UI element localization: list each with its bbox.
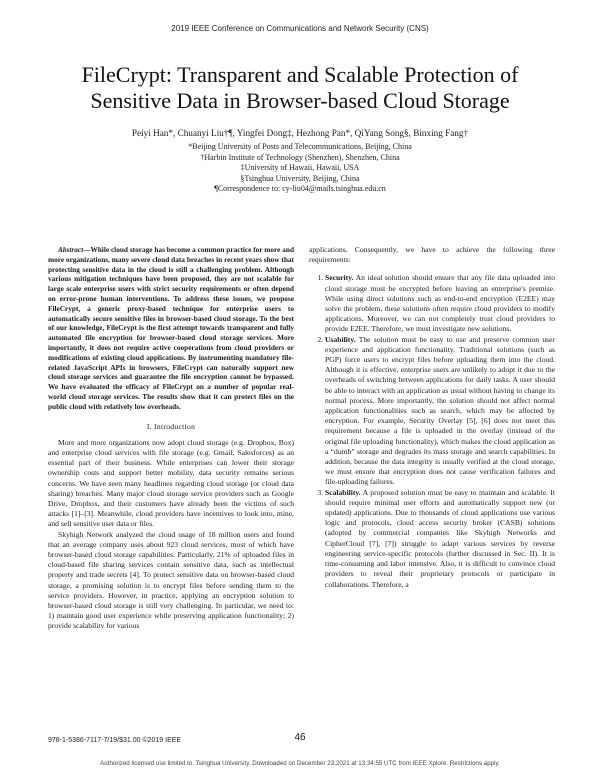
requirement-label: Security. [325, 273, 354, 283]
requirement-usability [325, 335, 555, 488]
section-heading: I. Introduction [146, 421, 196, 431]
intro-paragraph-2: Skyhigh Network analyzed the cloud usage of 18 million users and found that an average company uses about 923 cloud services, most of which have browser-based cloud storage capabilities. Particularly, 21% of uploaded files in cloud-based file sharing services contain sensitive data, such as intellectual property and trade secrets [4]. To protect sensitive data on browser-based cloud storage, a promising solution is to encrypt files before sending them to the service providers. However, in practice, applying an encryption solution to browser-based cloud storage is still very challenging. In particular, we need to: 1) maintain good user experience while preserving application functionality; 2) provide scalability for various [48, 529, 294, 631]
affiliations [80, 142, 520, 195]
requirements-intro: applications. Consequently, we have to achieve the following three requirements: [309, 245, 555, 265]
title-line-2: Sensitive Data in Browser-based Cloud Storage [90, 88, 510, 113]
affiliation: ‡University of Hawaii, Hawaii, USA [240, 163, 360, 172]
requirements-list [309, 273, 555, 589]
requirement-scalability [325, 488, 555, 590]
abstract-text: —While cloud storage has become a common practice for more and more organizations, many severe cloud data breaches in recent years show that protecting sensitive data in the cloud is still a challenging problem. Although various mitigation techniques have been proposed, they are not scalable for large scale enterprise users with strict security requirements or often depend on error-prone human interventions. To address these issues, we propose FileCrypt, a generic proxy-based technique for enterprise users to automatically secure sensitive files in browser-based cloud storage. To the best of our knowledge, FileCrypt is the first attempt towards transparent and fully automated file encryption for browser-based cloud storage services. More importantly, it does not require active cooperations from cloud providers or modifications of existing cloud applications. By instrumenting mandatory file-related JavaScript APIs in browsers, FileCrypt can naturally support new cloud storage services and guarantee the file encryption cannot be bypassed. We have evaluated the efficacy of FileCrypt on a number of popular real-world cloud storage services. The results show that it can protect files on the public cloud with relatively low overheads. [48, 245, 294, 411]
author-list: Peiyi Han*, Chuanyi Liu†¶, Yingfei Dong‡, Hezhong Pan*, QiYang Song§, Binxing Fang† [131, 128, 469, 138]
requirement-text: A proposed solution must be easy to maintain and scalable. It should require minimal user efforts and automatically support new (or updated) applications. Due to thousands of cloud applications use various logic and protocols, cloud access security broker (CASB) solutions (adopted by commercial companies like Skyhigh Networks and CipherCloud [7], [7]) struggle to adapt various services by reverse engineering service-specific protocols (further discussed in Sec. II). It is time-consuming and labor intensive. Also, it is difficult to convince cloud providers to reveal their proprietary protocols or participate in collaborations. Therefore, a [325, 487, 555, 589]
requirement-text: The solution must be easy to use and preserve common user experience and application functionality. Traditional solutions (such as PGP) force users to encrypt files before uploading them into the cloud. Although it is effective, enterprise users are unlikely to adopt it due to the overheads of switching between applications for daily tasks. A user should be able to interact with an application as usual without having to change its normal process. More importantly, the solution should not affect normal application functionalities such as search, which may be affected by encryption. For example, Security Overlay [5], [6] does not meet this requirement because a file is uploaded in the overlay (instead of the original file uploading functionality), which makes the cloud application as a “dumb” storage and degrades its mass storage and search capabilities. In addition, because the data integrity is usually verified at the cloud storage, we must ensure that encryption does not cause verification failures and file-uploading failures. [325, 334, 555, 487]
abstract-lead: Abstract [58, 245, 84, 254]
paper-title [40, 62, 560, 114]
left-column [48, 245, 294, 632]
requirement-security [325, 273, 555, 334]
affiliation: †Harbin Institute of Technology (Shenzhen), Shenzhen, China [200, 152, 400, 162]
requirement-label: Usability. [325, 334, 356, 344]
intro-paragraph-1: More and more organizations now adopt cloud storage (e.g. Dropbox, Box) and enterprise cloud services with file storage (e.g. Gmail, Salesforces) as an essential part of their business. While enterprises can lower their storage ownership costs and support better mobility, data security remains serious concerns. We have seen many headlines regarding cloud storage (or cloud data sharing) breaches. Many major cloud storage service providers such as Google Drive, Dropbox, and their customers have already been the victims of such attacks [1]–[3]. Meanwhile, cloud providers have incentives to look into, mine, and sell sensitive user data or files. [48, 437, 294, 529]
license-notice: Authorized licensed use limited to: Tsinghua University. Downloaded on December 23,2021 at 13:34:55 UTC from IEEE Xplore. Restrictions apply. [100, 760, 500, 767]
page-number: 46 [294, 732, 306, 743]
isbn-copyright: 978-1-5386-7117-7/19/$31.00 ©2019 IEEE [48, 737, 182, 744]
affiliation: §Tsinghua University, Beijing, China [240, 173, 360, 183]
correspondence: ¶Correspondence to: cy-liu04@mails.tsinghua.edu.cn [214, 184, 386, 193]
conference-header: 2019 IEEE Conference on Communications and Network Security (CNS) [171, 24, 429, 33]
title-line-1: FileCrypt: Transparent and Scalable Protection of [81, 62, 519, 87]
affiliation: *Beijing University of Posts and Telecommunications, Beijing, China [188, 142, 412, 151]
abstract [48, 245, 294, 412]
requirement-text: An ideal solution should ensure that any file data uploaded into cloud storage must be encrypted before leaving an enterprise's premise. While using direct solutions such as end-to-end encryption (E2EE) may solve the problem, these solutions often require cloud providers to modify applications. Moreover, we can not completely trust cloud providers to provide E2EE. Therefore, we must investigate new solutions. [325, 273, 555, 334]
requirement-label: Scalability. [325, 487, 361, 497]
right-column [309, 245, 555, 590]
